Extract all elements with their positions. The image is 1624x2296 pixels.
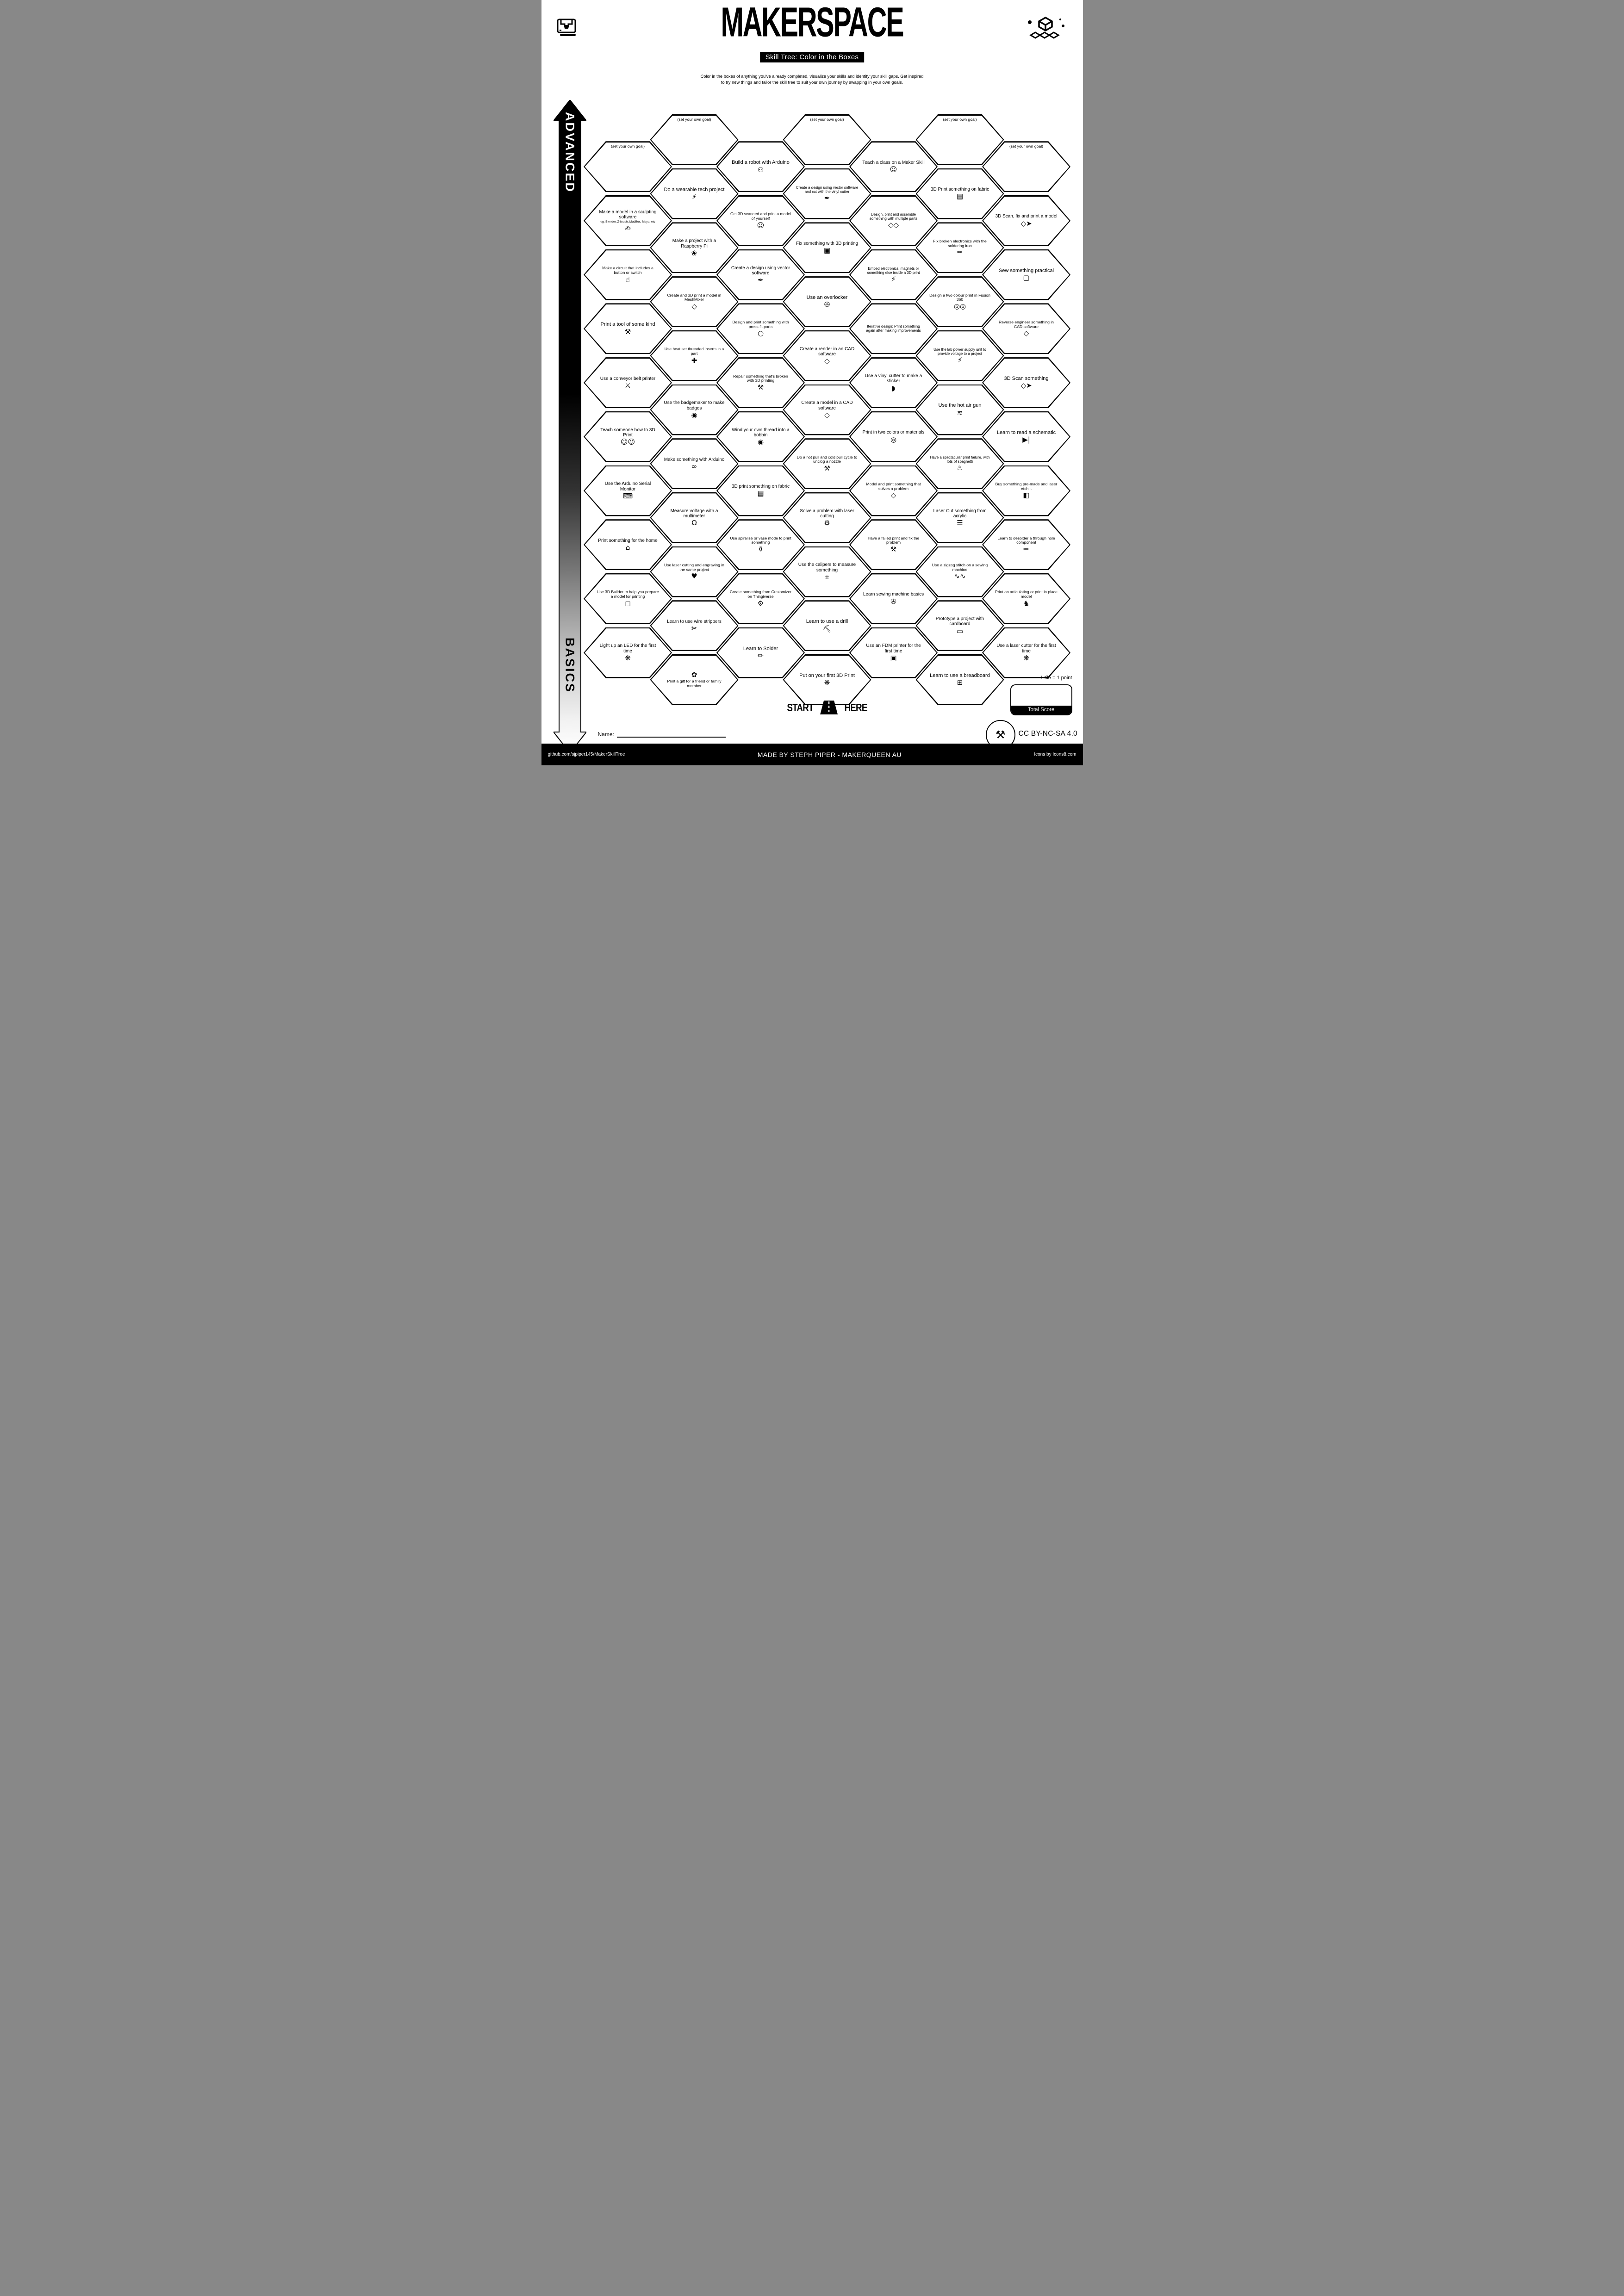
cube-icon: ◇ [1023,329,1029,338]
description-line2: to try new things and tailor the skill tree to suit your own journey by swapping in your own goals. [721,80,903,85]
cardboard-icon: ▭ [956,627,964,635]
hex-tile[interactable] [982,141,1070,192]
sewing-machine-icon: ✇ [890,597,896,606]
hex-label: Use an FDM printer for the first time [866,643,921,654]
3d-printer-icon: ▣ [823,246,831,255]
hex-label: Print a tool of some kind [600,322,655,328]
hex-label: Create a render in an CAD software [799,346,855,357]
page-title [541,0,1083,46]
tools-icon: ⚒ [624,327,631,336]
sword-icon: ⚔ [624,381,631,390]
two-people-laptop-icon: ☺☺ [620,438,635,447]
name-field [598,731,726,738]
hex-label: Sew something practical [998,267,1054,273]
hex-label: (set your own goal) [810,117,844,122]
laser-heart-icon: ♥ [691,572,697,581]
house-icon: ⌂ [625,543,630,552]
acrylic-layers-icon: ☰ [957,519,963,527]
hex-label: Get 3D scanned and print a model of yourself [730,211,791,221]
overlocker-icon: ✇ [824,300,830,309]
hex-label: Wind your own thread into a bobbin [732,427,790,438]
hex-label: Repair something that's broken with 3D printing [733,373,788,383]
hex-label: Solve a problem with laser cutting [800,508,854,519]
hex-content [982,573,1070,624]
hex-label: Teach someone how to 3D Print [600,427,655,438]
hex-label: Learn to desolder a through hole component [997,535,1055,545]
zigzag-stitch-icon: ∿∿ [954,572,966,581]
bolt-icon: ⚡ [957,355,963,364]
etched-tag-icon: ◧ [1023,491,1030,500]
hex-tile[interactable] [982,627,1070,678]
hex-label: Learn to use a breadboard [930,672,990,678]
party-popper-icon: ❋ [1023,654,1029,663]
skill-level-arrow [554,100,586,753]
pen-tool-icon: ✒ [758,276,764,285]
page-title-text: MAKERSPACE [721,0,903,46]
footer-credit: MADE BY STEPH PIPER - MAKERQUEEN AU [757,751,902,758]
hex-label: Use 3D Builder to help you prepare a model for printing [597,590,659,599]
led-bolt-icon: ⚡ [691,192,697,201]
3d-printer-icon [556,19,579,37]
finger-press-icon: ☝ [625,275,630,284]
hex-label: Use spiralise or vase mode to print something [730,535,791,545]
hex-content [982,627,1070,678]
cylinder-icon: ○ [757,329,764,338]
hex-label: Do a hot pull and cold pull cycle to unclog a nozzle [796,454,858,464]
hex-label: Use the Arduino Serial Monitor [604,481,651,492]
hex-label: Use a conveyor belt printer [600,376,656,381]
hex-label: Make a circuit that includes a button or switch [602,266,653,275]
hex-label: Create a design using vector software [731,265,790,276]
hex-label: Buy something pre-made and laser etch it [995,481,1058,491]
hex-label: 3D Scan, fix and print a model [995,214,1058,219]
hex-label: 3D Scan something [1004,376,1049,381]
vase-icon: ⚱ [758,545,764,554]
total-score-label: Total Score [1011,706,1071,714]
license-text: CC BY-NC-SA 4.0 [1018,730,1077,738]
tile-point-note: 1 tile = 1 point [1040,675,1072,681]
footer-github-link[interactable]: github.com/sjpiper145/MakerSkillTree [548,752,625,757]
basics-label: BASICS [563,638,577,694]
hex-label: Prototype a project with cardboard [935,616,984,627]
hex-label: Teach a class on a Maker Skill [862,160,925,165]
hex-content [982,465,1070,516]
hex-label: 3D print something on fabric [731,484,790,489]
fabric-icon: ▤ [757,489,764,498]
hex-tile[interactable] [982,519,1070,570]
cube-cursor-icon: ◇➤ [1020,219,1032,228]
hex-label: Print an articulating or print in place model [995,590,1058,599]
hex-label: Fix something with 3D printing [796,241,858,246]
hex-label: Create a model in a CAD software [801,400,853,411]
maker-tools-logo-icon: ⚒ [986,720,1015,750]
hex-label: Have a failed print and fix the problem [867,535,920,545]
hex-label: Do a wearable tech project [664,186,725,192]
wire-strippers-icon: ✂ [691,624,697,633]
hex-label: Make a model in a sculpting software [599,209,657,220]
soldering-iron-icon: ✏ [758,651,764,660]
cube-icon: ◇ [824,410,830,419]
hex-label: Light up an LED for the first time [599,643,656,654]
hex-label: Have a spectacular print failure, with lots of spaghetti [930,455,990,464]
here-label: HERE [844,701,868,714]
hex-label: Use the badgemaker to make badges [664,400,725,411]
bag-icon: ▢ [1023,273,1030,282]
diode-icon: ▶| [1022,435,1030,444]
fabric-icon: ▤ [956,192,964,201]
sticker-peel-icon: ◗ [891,384,896,392]
hex-label: Fix broken electronics with the soldering iron [933,238,987,248]
hex-tile[interactable] [982,249,1070,300]
filament-spools-icon: ◎◎ [953,302,966,310]
poster-page [541,0,1083,765]
name-label: Name: [597,731,614,738]
spaghetti-bowl-icon: ♨ [957,464,963,472]
hex-label: Put on your first 3D Print [799,672,855,678]
teacher-icon: ☺ [890,165,897,174]
filament-spool-icon: ◎ [890,435,897,444]
hex-label: Use the lab power supply unit to provide voltage to a project [933,347,986,356]
led-confetti-icon: ❋ [625,654,631,663]
tools-icon: ⚒ [757,383,764,391]
hex-label: Use the calipers to measure something [798,562,856,573]
hex-tile[interactable] [982,573,1070,624]
hex-content [982,519,1070,570]
start-label: START [786,701,814,714]
hex-label: (set your own goal) [1009,144,1044,149]
road-icon [821,701,838,714]
hex-label: Use the hot air gun [938,403,982,409]
hot-air-gun-icon: ≋ [957,408,963,417]
hex-tile[interactable] [982,195,1070,246]
desolder-icon: ✏ [1023,545,1029,554]
cubes-icon: ◇◇ [888,221,899,230]
hex-label: (set your own goal) [943,117,977,122]
hex-subtext: eg. Blender, Z-brush, MudBox, Maya, etc [600,220,655,224]
hex-label: (set your own goal) [677,117,711,122]
hex-label: Use a laser cutter for the first time [996,643,1056,654]
arduino-icon: ∞ [691,462,697,471]
hex-label: Learn to Solder [743,645,778,652]
hex-content [982,357,1070,408]
hex-label: Model and print something that solves a problem [866,481,921,491]
start-here [784,701,870,714]
hex-label: Use laser cutting and engraving in the same project [664,563,724,572]
description [541,74,1083,85]
tools-icon: ⚒ [890,545,897,554]
hex-label: Create a design using vector software and cut with the vinyl cutter [796,185,859,194]
bobbin-icon: ◉ [757,438,764,447]
hex-tile[interactable] [982,465,1070,516]
hex-label: Make a project with a Raspberry Pi [672,238,716,249]
sculpting-hand-icon: ✍ [625,223,631,232]
hex-content [982,195,1070,246]
led-component-icon: ⚡ [891,274,896,283]
subtitle-banner: Skill Tree: Color in the Boxes [760,52,865,62]
hex-label: Laser Cut something from acrylic [933,508,987,519]
hex-label: 3D Print something on fabric [930,187,989,192]
cube-icon: ◇ [824,357,830,366]
score-input-area[interactable] [1011,685,1071,706]
badge-icon: ◉ [691,410,697,419]
dragon-icon: ♞ [1023,599,1030,608]
cube-icon: ◇ [691,302,697,310]
hex-tile[interactable] [982,357,1070,408]
customizer-gear-icon: ⚙ [757,599,764,608]
cube-icon: ◇ [890,491,896,500]
hex-label: Print something for the home [598,538,658,543]
threaded-insert-icon: ✚ [691,356,697,365]
gear-hand-icon: ⚙ [824,519,830,527]
calipers-icon: ⌗ [825,573,829,582]
hex-content [982,141,1070,192]
total-score-box [1010,684,1072,715]
multimeter-icon: Ω [691,519,697,527]
party-popper-icon: ❋ [824,678,830,687]
hex-label: Learn to use wire strippers [667,619,722,624]
pen-tool-icon: ✒ [824,193,830,202]
hex-label: Measure voltage with a multimeter [670,508,718,519]
hex-content [982,249,1070,300]
hex-label: Use an overlocker [806,295,848,300]
breadboard-icon: ⊞ [957,678,963,687]
hex-label: Use a vinyl cutter to make a sticker [865,373,922,384]
hex-label: Learn to read a schematic [996,429,1056,435]
model-door-icon: ◻ [625,599,631,608]
robot-icon: ⚇ [757,165,764,174]
raspberry-icon: ❀ [691,248,697,257]
name-input-line[interactable] [617,731,726,738]
footer-bar [541,744,1083,765]
hex-label: Print in two colors or materials [862,430,925,435]
drill-icon: ⛏ [822,624,832,633]
hex-label: Embed electronics, magnets or something else inside a 3D print [867,266,920,275]
hex-tile[interactable] [982,303,1070,354]
hex-label: Build a robot with Arduino [732,160,790,166]
advanced-label: ADVANCED [563,112,577,193]
hex-label: Use heat set threaded inserts in a part [664,347,724,356]
3d-printer-icon: ▣ [890,654,897,663]
hex-label: Learn to use a drill [806,619,848,625]
isometric-cubes-icon [1024,17,1067,43]
serial-monitor-icon: ⌨ [622,491,633,500]
hex-label: Print a gift for a friend or family member [667,679,722,688]
hex-label: (set your own goal) [610,144,645,149]
description-line1: Color in the boxes of anything you've already completed, visualize your skills and identify your skill gaps. Get inspired [700,74,924,79]
hex-tile[interactable] [982,411,1070,462]
hex-label: Design, print and assemble something with multiple parts [869,212,918,221]
hex-content [982,411,1070,462]
tools-icon: ⚒ [824,464,830,473]
hex-label: Create and 3D print a model in MeshMixer [667,292,722,302]
hex-label: Design a two colour print in Fusion 360 [929,292,990,302]
hex-label: Use a zigzag stitch on a sewing machine [932,563,988,572]
soldering-iron-icon: ✏ [957,248,963,257]
hex-content [982,303,1070,354]
person-scan-icon: ☺ [757,221,765,230]
gift-bow-icon: ✿ [691,670,697,679]
hex-label: Learn sewing machine basics [863,592,924,597]
hex-label: Create something from Customizer on Thingiverse [729,590,792,599]
footer-icons-credit: Icons by Icons8.com [1034,752,1076,757]
hex-label: Reverse engineer something in CAD software [999,319,1054,329]
hex-label: Iterative design: Print something again after making improvements [866,324,921,333]
hex-label: Make something with Arduino [664,457,725,462]
hex-label: Design and print something with press fit parts [732,319,789,329]
cube-cursor-icon: ◇➤ [1020,381,1032,390]
